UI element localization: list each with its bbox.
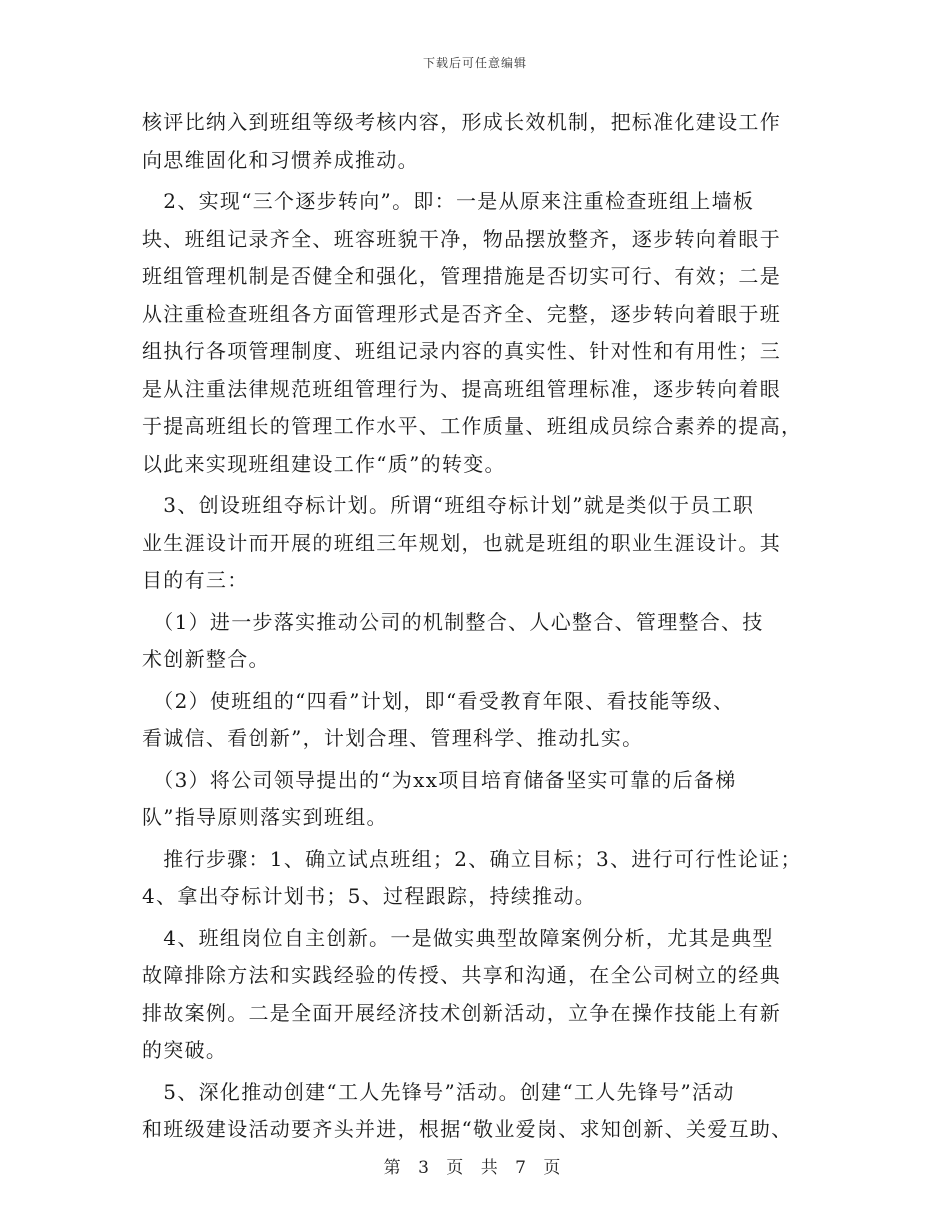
paragraph-line: 2、实现“三个逐步转向”。即：一是从原来注重检查班组上墙板 <box>142 189 755 213</box>
text-line: 故障排除方法和实践经验的传授、共享和沟通，在全公司树立的经典 <box>142 963 781 987</box>
page-number-footer: 第 3 页 共 7 页 <box>383 1158 567 1178</box>
paragraph-line: （3）将公司领导提出的“为xx项目培育储备坚实可靠的后备梯 <box>142 767 737 792</box>
paragraph-line: 4、班组岗位自主创新。一是做实典型故障案例分析，尤其是典型 <box>142 925 774 950</box>
text-line: 是从注重法律规范班组管理行为、提高班组管理标准，逐步转向着眼 <box>142 376 781 401</box>
text-line: 术创新整合。 <box>142 647 270 671</box>
text-line: 以此来实现班组建设工作“质”的转变。 <box>142 451 506 476</box>
paragraph-line: 5、深化推动创建“工人先锋号”活动。创建“工人先锋号”活动 <box>142 1079 735 1104</box>
text-line: 组执行各项管理制度、班组记录内容的真实性、针对性和有用性；三 <box>142 339 781 363</box>
page-header: 下载后可任意编辑 <box>422 56 527 70</box>
text-line: 从注重检查班组各方面管理形式是否齐全、完整，逐步转向着眼于班 <box>142 301 781 326</box>
text-line: 目的有三： <box>142 568 249 592</box>
text-line: 队”指导原则落实到班组。 <box>142 805 388 829</box>
text-line: 块、班组记录齐全、班容班貌干净，物品摆放整齐，逐步转向着眼于 <box>142 226 781 251</box>
document-body <box>142 104 810 1149</box>
text-line: 于提高班组长的管理工作水平、工作质量、班组成员综合素养的提高， <box>142 414 803 438</box>
paragraph-line: （2）使班组的“四看”计划，即“看受教育年限、看技能等级、 <box>142 688 735 713</box>
text-line: 的突破。 <box>142 1038 228 1062</box>
text-line: 业生涯设计而开展的班组三年规划，也就是班组的职业生涯设计。其 <box>142 530 781 555</box>
text-line: 看诚信、看创新”，计划合理、管理科学、推动扎实。 <box>142 726 644 750</box>
paragraph-line: 推行步骤：1、确立试点班组；2、确立目标；3、进行可行性论证； <box>142 846 802 871</box>
text-line: 4、拿出夺标计划书；5、过程跟踪，持续推动。 <box>142 884 597 908</box>
text-line: 排故案例。二是全面开展经济技术创新活动，立争在操作技能上有新 <box>142 1000 781 1025</box>
text-line: 班组管理机制是否健全和强化，管理措施是否切实可行、有效；二是 <box>142 264 781 288</box>
paragraph-line: 3、创设班组夺标计划。所谓“班组夺标计划”就是类似于员工职 <box>142 493 755 517</box>
text-line: 和班级建设活动要齐头并进，根据“敬业爱岗、求知创新、关爱互助、 <box>142 1117 793 1141</box>
paragraph-line: （1）进一步落实推动公司的机制整合、人心整合、管理整合、技 <box>142 609 764 634</box>
text-line: 向思维固化和习惯养成推动。 <box>142 147 419 172</box>
text-line: 核评比纳入到班组等级考核内容，形成长效机制，把标准化建设工作 <box>142 110 781 134</box>
